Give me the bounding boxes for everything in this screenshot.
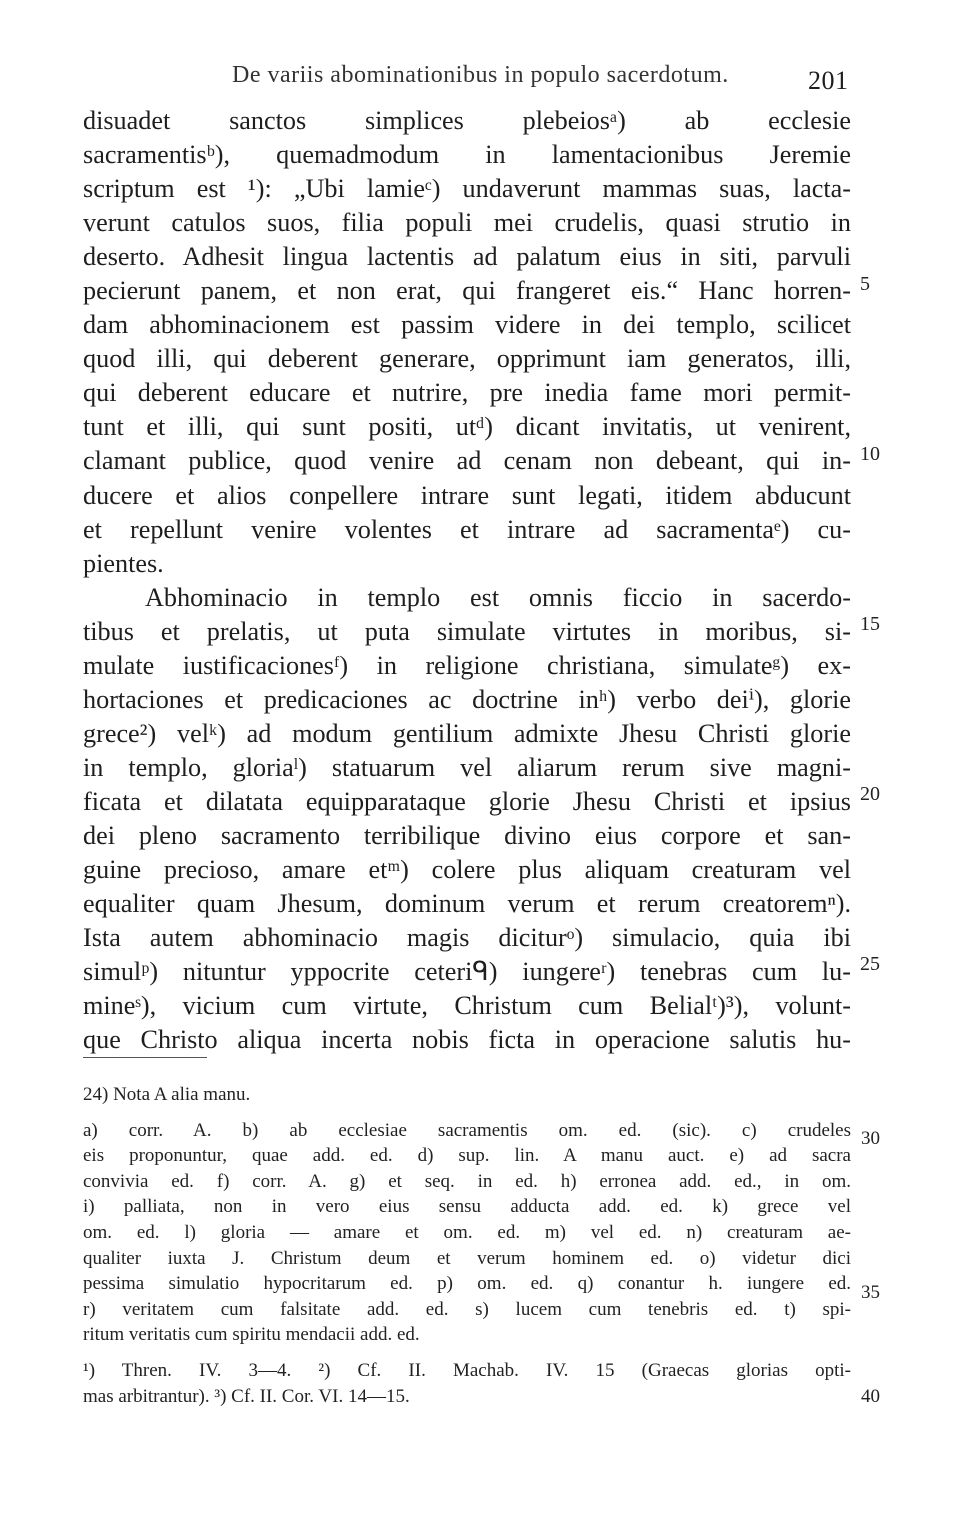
running-header [0,62,960,96]
text-line: sacramentisᵇ), quemadmodum in lamentacionibus Jeremie [83,140,851,170]
text-line: scriptum est ¹): „Ubi lamieᶜ) undaverunt mammas suas, lacta- [83,174,851,204]
line-number: 5 [860,273,870,295]
footnote-line-number: 30 [861,1128,880,1149]
text-line: quod illi, qui deberent generare, opprimunt iam generatos, illi, [83,344,851,374]
text-line: Abhominacio in templo est omnis ficcio in sacerdo- [145,582,851,612]
line-number: 10 [860,443,880,465]
footnote-line: r) veritatem cum falsitate add. ed. s) lucem cum tenebris ed. t) spi- [83,1298,851,1320]
footnote-line: 24) Nota A alia manu. [83,1084,251,1105]
page-number: 201 [808,66,849,95]
footnote-line-number: 35 [861,1282,880,1303]
line-number: 20 [860,783,880,805]
text-line: verunt catulos suos, filia populi mei crudelis, quasi strutio in [83,208,851,238]
text-line: guine precioso, amare etᵐ) colere plus aliquam creaturam vel [83,855,851,885]
text-line: dei pleno sacramento terribilique divino eius corpore et san- [83,820,851,850]
footnote-line: pessima simulatio hypocritarum ed. p) om. ed. q) conantur h. iungere ed. [83,1273,851,1295]
footnote-line: convivia ed. f) corr. A. g) et seq. in ed. h) erronea add. ed., in om. [83,1170,851,1192]
text-line: ducere et alios conpellere intrare sunt legati, itidem abducunt [83,480,851,510]
text-line: in templo, gloriaˡ) statuarum vel aliarum rerum sive magni- [83,752,851,782]
footnote-line: om. ed. l) gloria — amare et om. ed. m) vel ed. n) creaturam ae- [83,1221,851,1243]
footnote-divider [83,1057,207,1058]
text-line: Ista autem abhominacio magis diciturᵒ) simulacio, quia ibi [83,923,851,953]
text-line: disuadet sanctos simplices plebeiosᵃ) ab ecclesie [83,106,851,135]
footnote-line: mas arbitrantur). ³) Cf. II. Cor. VI. 14—15. [83,1385,410,1407]
footnote-line: a) corr. A. b) ab ecclesiae sacramentis om. ed. (sic). c) crudeles [83,1119,851,1141]
line-number: 25 [860,953,880,975]
text-line: tunt et illi, qui sunt positi, utᵈ) dicant invitatis, ut venirent, [83,412,851,442]
text-line: dam abhominacionem est passim videre in dei templo, scilicet [83,310,851,340]
text-line: pientes. [83,548,164,578]
text-line: deserto. Adhesit lingua lactentis ad palatum eius in siti, parvuli [83,242,851,272]
text-line: mulate iustificacionesᶠ) in religione christiana, simulateᵍ) ex- [83,650,851,680]
text-line: simulᵖ) nituntur yppocrite ceteriᑫ) iungereʳ) tenebras cum lu- [83,957,851,987]
text-line: mineˢ), vicium cum virtute, Christum cum Belialᵗ)³), volunt- [83,991,851,1021]
footnote-line: ritum veritatis cum spiritu mendacii add. ed. [83,1324,420,1346]
text-line: equaliter quam Jhesum, dominum verum et rerum creatoremⁿ). [83,889,851,919]
main-text [83,104,851,1057]
footnote-line: ¹) Thren. IV. 3—4. ²) Cf. II. Machab. IV. 15 (Graecas glorias opti- [83,1359,851,1381]
footnote-line: qualiter iuxta J. Christum deum et verum hominem ed. o) videtur dici [83,1247,851,1269]
text-line: tibus et prelatis, ut puta simulate virtutes in moribus, si- [83,616,851,646]
footnote-line-number: 40 [861,1386,880,1407]
text-line: que Christo aliqua incerta nobis ficta in operacione salutis hu- [83,1025,851,1055]
line-number: 15 [860,613,880,635]
footnote-line: eis proponuntur, quae add. ed. d) sup. lin. A manu auct. e) ad sacra [83,1145,851,1167]
text-line: pecierunt panem, et non erat, qui frangeret eis.“ Hanc horren- [83,276,851,306]
text-line: grece²) velᵏ) ad modum gentilium admixte Jhesu Christi glorie [83,718,851,748]
text-line: hortaciones et predicaciones ac doctrine inʰ) verbo deiⁱ), glorie [83,684,851,714]
text-line: clamant publice, quod venire ad cenam non debeant, qui in- [83,446,851,476]
running-title: De variis abominationibus in populo sacerdotum. [232,62,729,88]
text-line: qui deberent educare et nutrire, pre inedia fame mori permit- [83,378,851,408]
footnotes [83,1082,880,1409]
footnote-line: i) palliata, non in vero eius sensu adducta add. ed. k) grece vel [83,1196,851,1218]
text-line: ficata et dilatata equipparataque glorie Jhesu Christi et ipsius [83,786,851,816]
text-line: et repellunt venire volentes et intrare ad sacramentaᵉ) cu- [83,514,851,544]
